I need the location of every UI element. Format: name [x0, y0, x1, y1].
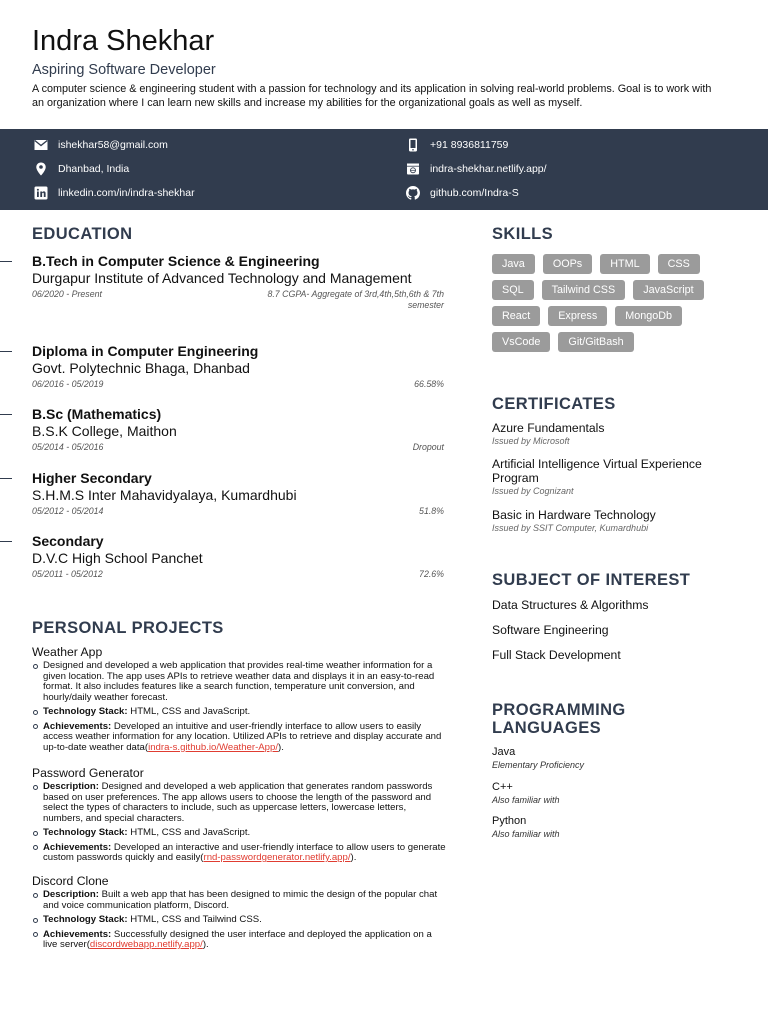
skill-tag: HTML: [600, 254, 649, 274]
education-item: [32, 406, 444, 453]
envelope-icon: [34, 138, 48, 152]
project-bullet: Achievements: Successfully designed the user interface and deployed the application on a live server(discordwebapp.netlify.app/).: [32, 930, 446, 951]
phone-icon: [406, 138, 420, 152]
education-school: D.V.C High School Panchet: [32, 550, 203, 566]
skill-tag: CSS: [658, 254, 700, 274]
project-bullet: Technology Stack: HTML, CSS and Tailwind CSS.: [32, 915, 446, 926]
contact-linkedin[interactable]: [34, 186, 195, 200]
education-item: [32, 253, 444, 311]
github-text: github.com/Indra-S: [430, 187, 519, 199]
education-school: S.H.M.S Inter Mahavidyalaya, Kumardhubi: [32, 487, 297, 503]
skill-tag: VsCode: [492, 332, 550, 352]
project-bullet: Description: Designed and developed a web application that generates random passwords based on user preferences. The app allows users to choose the length of the password and select the types of characters to include, such as uppercase letters, lowercase letters, numbers, and special characters.: [32, 782, 446, 824]
education-school: Govt. Polytechnic Bhaga, Dhanbad: [32, 360, 250, 376]
education-degree: Diploma in Computer Engineering: [32, 343, 259, 359]
contact-github[interactable]: [406, 186, 519, 200]
phone-text: +91 8936811759: [430, 139, 509, 151]
skill-tag: Tailwind CSS: [542, 280, 626, 300]
project-item: [32, 645, 446, 757]
project-bullet: Technology Stack: HTML, CSS and JavaScript.: [32, 828, 446, 839]
project-item: [32, 766, 446, 868]
interests-heading: SUBJECT OF INTEREST: [492, 571, 691, 589]
interest-item: Full Stack Development: [492, 648, 621, 662]
website-text: indra-shekhar.netlify.app/: [430, 163, 547, 175]
education-dates: 05/2011 - 05/2012: [32, 569, 103, 579]
project-bullets: [32, 661, 446, 753]
education-result: 8.7 CGPA- Aggregate of 3rd,4th,5th,6th & 7th semester: [267, 289, 444, 310]
education-school: Durgapur Institute of Advanced Technology and Management: [32, 270, 412, 286]
certificates-heading: CERTIFICATES: [492, 395, 616, 413]
education-item: [32, 343, 444, 390]
language-level: Also familiar with: [492, 829, 560, 839]
website-icon: [406, 162, 420, 176]
education-result: 51.8%: [419, 506, 444, 516]
email-text: ishekhar58@gmail.com: [58, 139, 168, 151]
certificate-issuer: Issued by Microsoft: [492, 436, 570, 446]
certificate-item: [492, 421, 742, 446]
timeline-marker: [0, 414, 12, 415]
skill-tag: Express: [548, 306, 607, 326]
language-level: Elementary Proficiency: [492, 760, 585, 770]
education-degree: B.Sc (Mathematics): [32, 406, 162, 422]
education-meta: [32, 379, 444, 390]
skill-tag: React: [492, 306, 540, 326]
project-title: Password Generator: [32, 766, 144, 780]
education-degree: Higher Secondary: [32, 470, 152, 486]
language-level: Also familiar with: [492, 795, 560, 805]
certificate-item: [492, 508, 742, 533]
timeline-marker: [0, 541, 12, 542]
education-heading: EDUCATION: [32, 225, 133, 243]
project-title: Weather App: [32, 645, 103, 659]
timeline-marker: [0, 351, 12, 352]
interest-item: Data Structures & Algorithms: [492, 598, 649, 612]
skill-tag: Java: [492, 254, 535, 274]
contact-location: [34, 162, 129, 176]
location-pin-icon: [34, 162, 48, 176]
education-meta: [32, 506, 444, 517]
skill-tag: JavaScript: [633, 280, 703, 300]
project-link[interactable]: rnd-passwordgenerator.netlify.app/: [203, 852, 351, 863]
language-item: [492, 746, 742, 770]
skill-tag: SQL: [492, 280, 534, 300]
project-bullet: Technology Stack: HTML, CSS and JavaScript.: [32, 707, 446, 718]
skills-heading: SKILLS: [492, 225, 554, 243]
education-item: [32, 470, 444, 517]
timeline-marker: [0, 261, 12, 262]
education-meta: [32, 289, 444, 311]
skill-tag: MongoDb: [615, 306, 682, 326]
certificate-name: Basic in Hardware Technology: [492, 508, 656, 522]
project-link[interactable]: discordwebapp.netlify.app/: [89, 939, 203, 950]
education-meta: [32, 442, 444, 453]
language-name: C++: [492, 781, 513, 793]
candidate-summary: A computer science & engineering student with a passion for technology and its application in solving real-world problems. Goal is to work with an organization where I can learn new skills and increase my abilities for the organizational goals as well as myself.: [32, 83, 712, 109]
project-link[interactable]: indra-s.github.io/Weather-App/: [148, 741, 279, 753]
projects-heading: PERSONAL PROJECTS: [32, 619, 224, 637]
project-bullet: Achievements: Developed an intuitive and user-friendly interface to allow users to easily access weather information for any location. Utilized APIs to retrieve and display accurate and up-to-date weather data(indra-s.github.io/Weather-App/).: [32, 722, 446, 754]
project-bullets: [32, 782, 446, 864]
language-name: Python: [492, 815, 527, 827]
project-bullet: Designed and developed a web application that provides real-time weather information for a given location. The app uses APIs to retrieve weather data and displays it in an easy-to-read format. It also includes features like a search function, temperature unit conversion, and hourly/daily weather forecast.: [32, 661, 446, 703]
contact-email[interactable]: [34, 138, 168, 152]
education-degree: B.Tech in Computer Science & Engineering: [32, 253, 320, 269]
skill-tag: OOPs: [543, 254, 592, 274]
certificate-issuer: Issued by Cognizant: [492, 486, 574, 496]
certificate-name: Artificial Intelligence Virtual Experience Program: [492, 457, 702, 485]
project-item: [32, 874, 446, 955]
contact-website[interactable]: [406, 162, 547, 176]
candidate-headline: Aspiring Software Developer: [32, 62, 216, 78]
resume-header: [32, 24, 732, 110]
certificate-name: Azure Fundamentals: [492, 421, 605, 435]
language-name: Java: [492, 746, 516, 758]
languages-heading: PROGRAMMING LANGUAGES: [492, 701, 626, 737]
project-bullet: Achievements: Developed an interactive and user-friendly interface to allow users to generate custom passwords quickly and easily(rnd-passwordgenerator.netlify.app/).: [32, 843, 446, 864]
linkedin-text: linkedin.com/in/indra-shekhar: [58, 187, 195, 199]
certificate-item: [492, 457, 742, 496]
education-dates: 06/2016 - 05/2019: [32, 379, 104, 389]
contact-phone[interactable]: [406, 138, 508, 152]
project-title: Discord Clone: [32, 874, 109, 888]
education-result: 72.6%: [419, 569, 444, 579]
education-dates: 05/2012 - 05/2014: [32, 506, 104, 516]
contact-bar: [0, 129, 768, 210]
location-text: Dhanbad, India: [58, 163, 130, 175]
github-icon: [406, 186, 420, 200]
education-item: [32, 533, 444, 580]
education-school: B.S.K College, Maithon: [32, 423, 177, 439]
linkedin-icon: [34, 186, 48, 200]
skills-list: [492, 254, 742, 352]
language-item: [492, 815, 742, 839]
education-degree: Secondary: [32, 533, 104, 549]
certificate-issuer: Issued by SSIT Computer, Kumardhubi: [492, 523, 649, 533]
candidate-name: Indra Shekhar: [32, 25, 215, 57]
interest-item: Software Engineering: [492, 623, 609, 637]
education-dates: 05/2014 - 05/2016: [32, 442, 104, 452]
timeline-marker: [0, 478, 12, 479]
education-dates: 06/2020 - Present: [32, 289, 102, 299]
language-item: [492, 781, 742, 805]
project-bullets: [32, 890, 446, 951]
skill-tag: Git/GitBash: [558, 332, 633, 352]
education-result: 66.58%: [414, 379, 444, 389]
project-bullet: Description: Built a web app that has been designed to mimic the design of the popular chat and voice communication platform, Discord.: [32, 890, 446, 911]
education-meta: [32, 569, 444, 580]
education-result: Dropout: [412, 442, 444, 452]
